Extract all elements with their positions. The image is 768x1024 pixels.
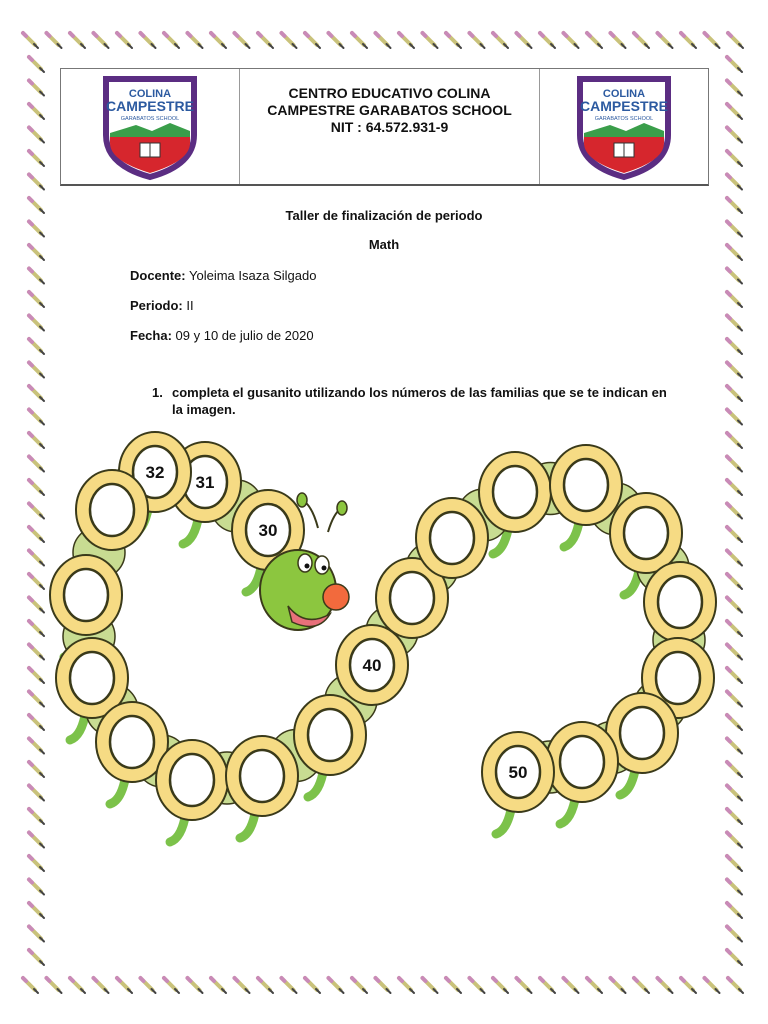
question-1 xyxy=(152,384,672,418)
pencil-icon xyxy=(634,978,649,993)
question-text: completa el gusanito utilizando los números de las familias que se te indican en la imagen. xyxy=(172,385,667,417)
pencil-icon xyxy=(117,33,132,48)
pencil-icon xyxy=(727,363,742,378)
pencil-icon xyxy=(493,33,508,48)
pencil-icon xyxy=(29,81,44,96)
pencil-icon xyxy=(727,104,742,119)
caterpillar-segment-blank[interactable] xyxy=(226,736,298,816)
pencil-icon xyxy=(517,978,532,993)
segment-number-label: 31 xyxy=(195,473,215,492)
logo-text-garabatos: GARABATOS SCHOOL xyxy=(120,115,180,122)
pencil-icon xyxy=(164,33,179,48)
pencil-icon xyxy=(727,175,742,190)
segment-number-label: 50 xyxy=(508,763,528,782)
pencil-icon xyxy=(423,978,438,993)
date-field xyxy=(130,328,314,343)
pencil-icon xyxy=(727,81,742,96)
school-name-line2: CAMPESTRE GARABATOS SCHOOL xyxy=(267,102,512,118)
caterpillar-segment-labeled[interactable] xyxy=(336,625,408,705)
pencil-icon xyxy=(399,33,414,48)
pencil-icon xyxy=(540,978,555,993)
segment-number-label: 30 xyxy=(258,521,278,540)
pencil-icon xyxy=(446,978,461,993)
pencil-icon xyxy=(470,33,485,48)
pencil-icon xyxy=(70,978,85,993)
pencil-icon xyxy=(727,151,742,166)
pencil-icon xyxy=(29,269,44,284)
pencil-icon xyxy=(727,292,742,307)
caterpillar-segment-labeled[interactable] xyxy=(482,732,554,812)
school-logo-left xyxy=(61,69,240,184)
period-value: II xyxy=(186,298,194,313)
pencil-icon xyxy=(23,33,38,48)
pencil-icon xyxy=(305,33,320,48)
pencil-icon xyxy=(235,33,250,48)
school-crest-icon xyxy=(100,73,200,181)
logo-text-garabatos: GARABATOS SCHOOL xyxy=(594,115,654,122)
date-value: 09 y 10 de julio de 2020 xyxy=(175,328,314,343)
pencil-icon xyxy=(29,339,44,354)
pencil-icon xyxy=(423,33,438,48)
pencil-icon xyxy=(611,978,626,993)
pencil-icon xyxy=(211,978,226,993)
pencil-icon xyxy=(29,386,44,401)
pencil-icon xyxy=(94,978,109,993)
school-crest-icon xyxy=(574,73,674,181)
pencil-icon xyxy=(470,978,485,993)
pencil-icon xyxy=(564,33,579,48)
pencil-icon xyxy=(446,33,461,48)
school-header xyxy=(60,68,709,186)
caterpillar-segment-blank[interactable] xyxy=(479,452,551,532)
pencil-icon xyxy=(29,950,44,965)
pencil-icon xyxy=(727,880,742,895)
pencil-icon xyxy=(727,386,742,401)
pencil-icon xyxy=(658,978,673,993)
pencil-icon xyxy=(164,978,179,993)
pencil-icon xyxy=(727,950,742,965)
teacher-field xyxy=(130,268,316,283)
pencil-icon xyxy=(705,978,720,993)
teacher-value: Yoleima Isaza Silgado xyxy=(189,268,317,283)
pencil-border-bottom xyxy=(23,978,743,993)
pencil-icon xyxy=(399,978,414,993)
pencil-icon xyxy=(493,978,508,993)
pencil-icon xyxy=(94,33,109,48)
caterpillar-segment-blank[interactable] xyxy=(50,555,122,635)
pencil-icon xyxy=(282,978,297,993)
date-label: Fecha: xyxy=(130,328,172,343)
pencil-icon xyxy=(727,903,742,918)
pencil-icon xyxy=(727,927,742,942)
question-number: 1. xyxy=(152,385,163,400)
pencil-icon xyxy=(47,33,62,48)
pencil-icon xyxy=(727,339,742,354)
pencil-icon xyxy=(681,978,696,993)
caterpillar-segments xyxy=(50,432,716,820)
pencil-icon xyxy=(29,151,44,166)
teacher-label: Docente: xyxy=(130,268,186,283)
pencil-icon xyxy=(705,33,720,48)
segment-number-label: 40 xyxy=(362,656,382,675)
pencil-icon xyxy=(727,128,742,143)
pencil-icon xyxy=(29,104,44,119)
document-subject: Math xyxy=(368,237,400,252)
pencil-icon xyxy=(611,33,626,48)
pencil-icon xyxy=(634,33,649,48)
pencil-icon xyxy=(727,222,742,237)
pencil-icon xyxy=(564,978,579,993)
pencil-icon xyxy=(681,33,696,48)
pencil-icon xyxy=(29,57,44,72)
pencil-icon xyxy=(47,978,62,993)
pencil-icon xyxy=(29,316,44,331)
pencil-icon xyxy=(29,903,44,918)
caterpillar-segment-blank[interactable] xyxy=(156,740,228,820)
period-label: Periodo: xyxy=(130,298,183,313)
pencil-icon xyxy=(235,978,250,993)
caterpillar-segment-blank[interactable] xyxy=(546,722,618,802)
pencil-icon xyxy=(728,33,743,48)
pencil-icon xyxy=(70,33,85,48)
segment-number-label: 32 xyxy=(145,463,165,482)
pencil-icon xyxy=(141,33,156,48)
pencil-icon xyxy=(29,363,44,378)
logo-text-colina: COLINA xyxy=(602,87,646,100)
pencil-icon xyxy=(587,978,602,993)
pencil-icon xyxy=(727,269,742,284)
school-name-block xyxy=(240,69,539,184)
caterpillar-segment-blank[interactable] xyxy=(76,470,148,550)
pencil-icon xyxy=(29,222,44,237)
pencil-icon xyxy=(29,175,44,190)
pencil-icon xyxy=(188,33,203,48)
pencil-icon xyxy=(376,978,391,993)
caterpillar-segment-blank[interactable] xyxy=(550,445,622,525)
caterpillar-illustration xyxy=(40,420,740,870)
pencil-icon xyxy=(727,57,742,72)
pencil-icon xyxy=(305,978,320,993)
pencil-icon xyxy=(29,128,44,143)
school-name-line1: CENTRO EDUCATIVO COLINA xyxy=(288,85,491,101)
caterpillar-segment-blank[interactable] xyxy=(416,498,488,578)
logo-text-colina: COLINA xyxy=(128,87,172,100)
school-logo-right xyxy=(539,69,708,184)
logo-text-campestre: CAMPESTRE xyxy=(580,97,668,114)
pencil-icon xyxy=(376,33,391,48)
pencil-icon xyxy=(587,33,602,48)
pencil-icon xyxy=(211,33,226,48)
pencil-icon xyxy=(540,33,555,48)
pencil-icon xyxy=(188,978,203,993)
caterpillar-segment-blank[interactable] xyxy=(294,695,366,775)
pencil-icon xyxy=(29,927,44,942)
pencil-icon xyxy=(29,292,44,307)
pencil-icon xyxy=(517,33,532,48)
pencil-icon xyxy=(352,33,367,48)
pencil-icon xyxy=(728,978,743,993)
pencil-border-top xyxy=(23,33,743,48)
pencil-icon xyxy=(23,978,38,993)
pencil-icon xyxy=(282,33,297,48)
logo-text-campestre: CAMPESTRE xyxy=(106,97,194,114)
pencil-icon xyxy=(329,33,344,48)
pencil-icon xyxy=(258,33,273,48)
pencil-icon xyxy=(329,978,344,993)
pencil-icon xyxy=(141,978,156,993)
period-field xyxy=(130,298,194,313)
school-nit: NIT : 64.572.931-9 xyxy=(330,119,449,135)
pencil-icon xyxy=(658,33,673,48)
document-title: Taller de finalización de periodo xyxy=(285,208,483,223)
pencil-icon xyxy=(352,978,367,993)
pencil-icon xyxy=(727,316,742,331)
pencil-icon xyxy=(258,978,273,993)
caterpillar-segment-blank[interactable] xyxy=(644,562,716,642)
caterpillar-segment-blank[interactable] xyxy=(610,493,682,573)
pencil-icon xyxy=(117,978,132,993)
pencil-icon xyxy=(29,880,44,895)
